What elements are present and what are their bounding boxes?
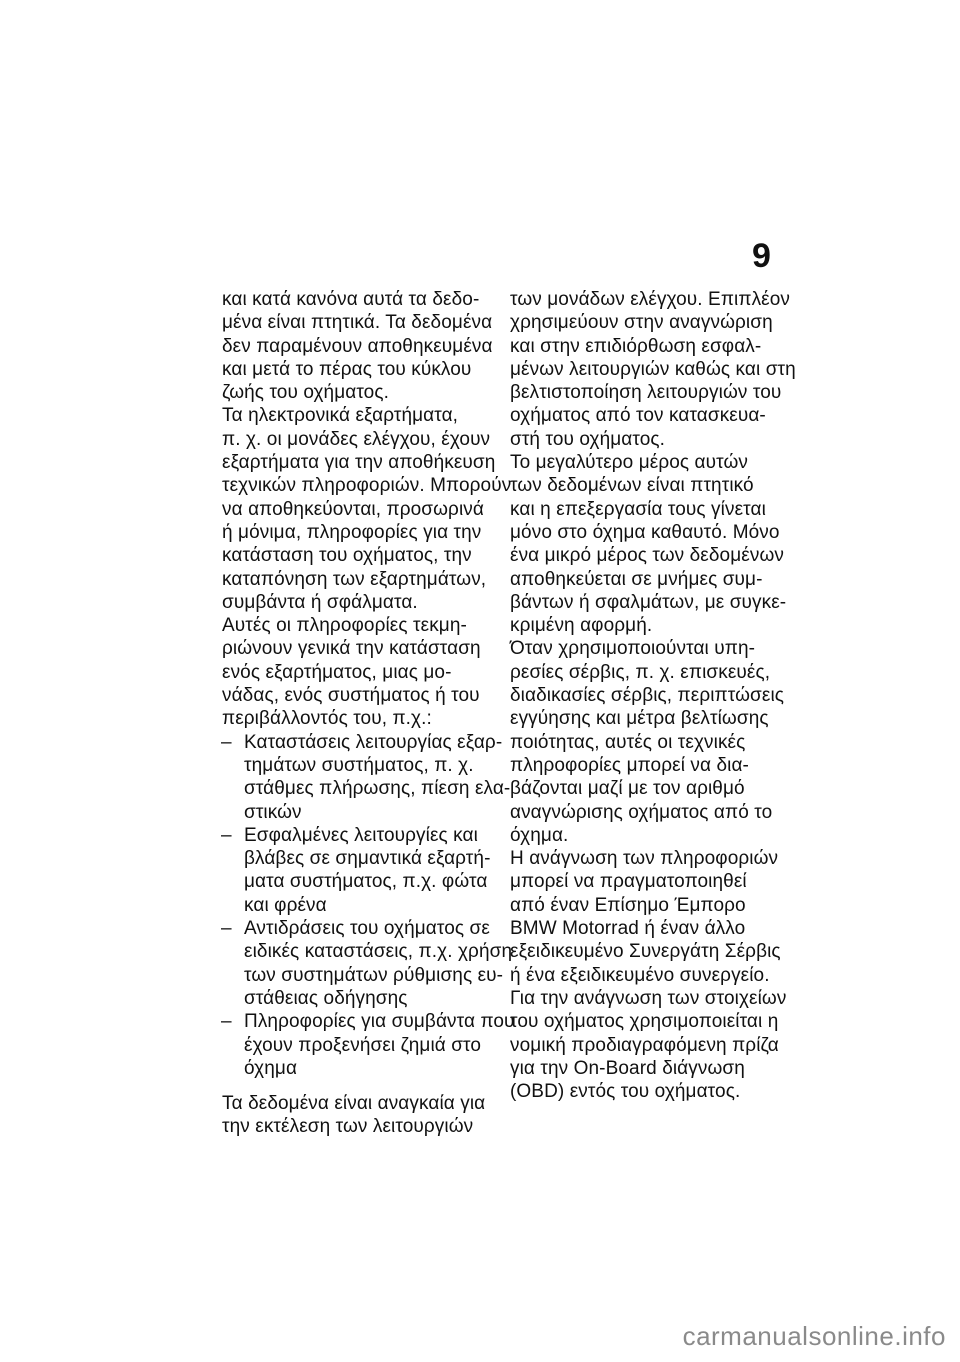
text-line: χρησιμεύουν στην αναγνώριση — [510, 312, 773, 334]
text-line: δεν παραμένουν αποθηκευμένα — [222, 335, 493, 357]
text-line: των συστημάτων ρύθμισης ευ- — [244, 964, 504, 986]
text-line: και μετά το πέρας του κύκλου — [222, 358, 472, 380]
paragraph — [222, 404, 522, 614]
text-line: στικών — [244, 801, 302, 823]
text-line: Τα ηλεκτρονικά εξαρτήματα, — [222, 405, 459, 427]
text-line: αποθηκεύεται σε μνήμες συμ- — [510, 568, 763, 590]
text-line: ριώνουν γενικά την κατάσταση — [222, 638, 481, 660]
text-line: (OBD) εντός του οχήματος. — [510, 1081, 741, 1103]
text-line: κατάσταση του οχήματος, την — [222, 545, 472, 567]
text-line: και κατά κανόνα αυτά τα δεδο- — [222, 289, 480, 310]
text-line: από έναν Επίσημο Έμπορο — [510, 894, 746, 916]
dash-bullet: – — [221, 1011, 232, 1033]
text-line: συμβάντα ή σφάλματα. — [222, 591, 418, 613]
text-line: μένα είναι πτητικά. Τα δεδομένα — [222, 312, 493, 334]
text-line: Για την ανάγνωση των στοιχείων — [510, 987, 787, 1009]
text-line: βελτιστοποίηση λειτουργιών του — [510, 382, 782, 404]
text-line: να αποθηκεύονται, προσωρινά — [222, 498, 484, 520]
text-line: περιβάλλοντός του, π.χ.: — [222, 708, 432, 730]
text-line: τημάτων συστήματος, π. χ. — [244, 754, 474, 776]
text-line: όχημα — [244, 1057, 298, 1079]
text-line: ειδικές καταστάσεις, π.χ. χρήση — [244, 941, 513, 963]
text-line: Καταστάσεις λειτουργίας εξαρ- — [244, 731, 503, 753]
list-item — [222, 731, 522, 824]
text-line: ποιότητας, αυτές οι τεχνικές — [510, 731, 746, 753]
paragraph — [510, 637, 790, 847]
text-line: ή ένα εξειδικευμένο συνεργείο. — [510, 964, 770, 986]
text-line: την εκτέλεση των λειτουργιών — [222, 1116, 474, 1138]
text-line: BMW Motorrad ή έναν άλλο — [510, 918, 746, 940]
text-line: πληροφορίες μπορεί να δια- — [510, 754, 749, 776]
dash-bullet: – — [221, 731, 232, 753]
list-item — [222, 917, 522, 1010]
text-line: και η επεξεργασία τους γίνεται — [510, 498, 766, 520]
text-line: βλάβες σε σημαντικά εξαρτή- — [244, 848, 491, 870]
text-line: διαδικασίες σέρβις, περιπτώσεις — [510, 685, 785, 707]
text-line: των μονάδων ελέγχου. Επιπλέον — [510, 289, 791, 310]
text-line: εγγύησης και μέτρα βελτίωσης — [510, 708, 769, 730]
text-line: νάδας, ενός συστήματος ή του — [222, 685, 480, 707]
dash-bullet: – — [221, 918, 232, 940]
text-line: Πληροφορίες για συμβάντα που — [244, 1011, 515, 1033]
text-line: στάθμες πλήρωσης, πίεση ελα- — [244, 778, 511, 800]
paragraph — [222, 288, 522, 404]
text-line: Η ανάγνωση των πληροφοριών — [510, 848, 779, 870]
paragraph — [510, 987, 790, 1103]
text-line: και στην επιδιόρθωση εσφαλ- — [510, 335, 762, 357]
bullet-list — [222, 731, 522, 1080]
dash-bullet: – — [221, 824, 232, 846]
paragraph — [510, 288, 796, 451]
text-line: μόνο στο όχημα καθαυτό. Μόνο — [510, 521, 780, 543]
text-line: Όταν χρησιμοποιούνται υπη- — [510, 638, 756, 660]
list-item — [222, 1010, 522, 1080]
text-line: αναγνώρισης οχήματος από το — [510, 801, 773, 823]
watermark: carmanualsonline.info — [682, 1321, 946, 1351]
text-line: όχημα. — [510, 824, 569, 846]
paragraph — [222, 1092, 522, 1139]
text-line: Εσφαλμένες λειτουργίες και — [244, 824, 478, 846]
list-item — [222, 824, 522, 917]
page-number: 9 — [752, 237, 771, 275]
text-line: για την On-Board διάγνωση — [510, 1057, 745, 1079]
text-line: οχήματος από τον κατασκευα- — [510, 405, 766, 427]
text-line: Αντιδράσεις του οχήματος σε — [244, 918, 490, 940]
paragraph — [222, 614, 522, 730]
text-line: καταπόνηση των εξαρτημάτων, — [222, 568, 487, 590]
text-line: μπορεί να πραγματοποιηθεί — [510, 871, 747, 893]
text-line: μένων λειτουργιών καθώς και στη — [510, 358, 796, 380]
right-column — [510, 288, 796, 1103]
text-line: Αυτές οι πληροφορίες τεκμη- — [222, 615, 467, 637]
text-line: στή του οχήματος. — [510, 428, 666, 450]
text-line: και φρένα — [244, 894, 327, 916]
text-line: κριμένη αφορμή. — [510, 615, 653, 637]
text-line: ένα μικρό μέρος των δεδομένων — [510, 545, 784, 567]
text-line: βάντων ή σφαλμάτων, με συγκε- — [510, 591, 787, 613]
text-line: βάζονται μαζί με τον αριθμό — [510, 778, 745, 800]
text-line: εξειδικευμένο Συνεργάτη Σέρβις — [510, 941, 781, 963]
paragraph — [510, 451, 790, 637]
text-line: ή μόνιμα, πληροφορίες για την — [222, 521, 482, 543]
text-line: Το μεγαλύτερο μέρος αυτών — [510, 452, 749, 474]
text-line: τεχνικών πληροφοριών. Μπορούν — [222, 475, 512, 497]
text-line: ενός εξαρτήματος, μιας μο- — [222, 661, 452, 683]
left-column — [222, 288, 522, 1139]
text-line: εξαρτήματα για την αποθήκευση — [222, 452, 496, 474]
text-line: νομική προδιαγραφόμενη πρίζα — [510, 1034, 779, 1056]
text-line: π. χ. οι μονάδες ελέγχου, έχουν — [222, 428, 491, 450]
text-line: ματα συστήματος, π.χ. φώτα — [244, 871, 488, 893]
paragraph — [510, 847, 790, 987]
text-line: ρεσίες σέρβις, π. χ. επισκευές, — [510, 661, 771, 683]
text-line: έχουν προξενήσει ζημιά στο — [244, 1034, 482, 1056]
text-line: ζωής του οχήματος. — [222, 382, 389, 404]
text-line: των δεδομένων είναι πτητικό — [510, 475, 754, 497]
text-line: στάθειας οδήγησης — [244, 987, 408, 1009]
text-line: του οχήματος χρησιμοποιείται η — [510, 1011, 779, 1033]
text-line: Τα δεδομένα είναι αναγκαία για — [222, 1093, 486, 1115]
